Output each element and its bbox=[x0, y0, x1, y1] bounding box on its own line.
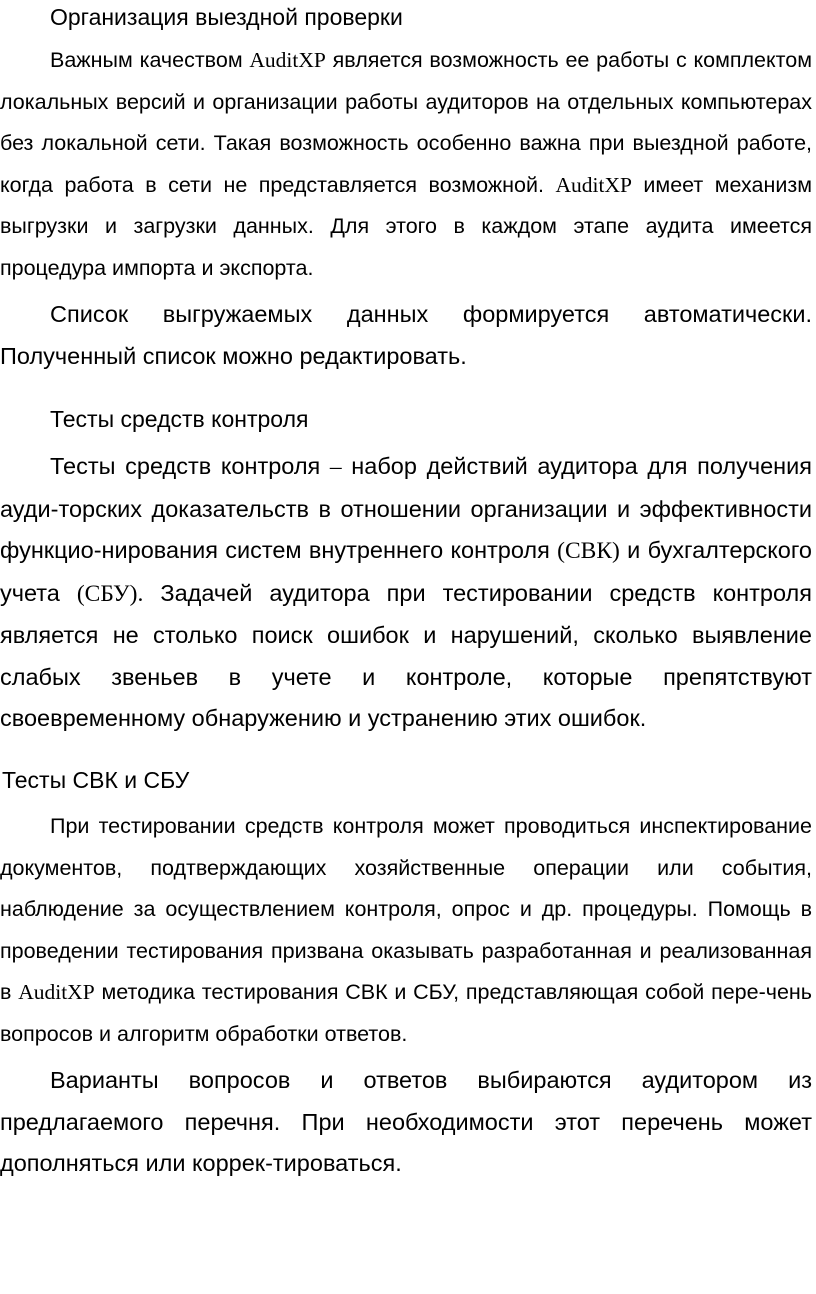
product-name: AuditXP bbox=[555, 172, 632, 197]
product-name: AuditXP bbox=[249, 48, 326, 72]
paragraph-control-tests: Тесты средств контроля – набор действий аудитора для получения ауди-торских доказательств в отношении организации и эффективности функцио-нирования систем внутреннего контроля (СВК) и бухгалтерского учета (СБУ). Задачей аудитора при тестировании средств контроля является не столько поиск ошибок и нарушений, сколько выявление слабых звеньев в учете и контроле, которые препятствуют своевременному обнаружению и устранению этих ошибок. bbox=[0, 453, 812, 731]
paragraph-svk-sbu-testing: При тестировании средств контроля может проводиться инспектирование документов, подтверждающих хозяйственные операции или события, наблюдение за осуществлением контроля, опрос и др. процедуры. Помощь в проведении тестирования призвана оказывать разработанная и реализованная в AuditXP методика тестирования СВК и СБУ, представляющая собой пере-чень вопросов и алгоритм обработки ответов. bbox=[0, 814, 812, 1046]
paragraph-export-list: Список выгружаемых данных формируется автоматически. Полученный список можно редактировать. bbox=[0, 301, 812, 369]
section-heading-svk-sbu: Тесты СВК и СБУ bbox=[2, 767, 190, 793]
abbreviation: (СБУ). bbox=[76, 580, 144, 607]
product-name: AuditXP bbox=[18, 980, 95, 1004]
section-heading-control-tests: Тесты средств контроля bbox=[50, 406, 309, 432]
abbreviation: (СВК) bbox=[557, 538, 620, 564]
paragraph-question-variants: Варианты вопросов и ответов выбираются аудитором из предлагаемого перечня. При необходимости этот перечень может дополняться или коррек-тироваться. bbox=[0, 1067, 812, 1176]
section-heading-field-audit: Организация выездной проверки bbox=[50, 4, 403, 30]
paragraph-field-audit: Важным качеством AuditXP является возможность ее работы с комплектом локальных версий и организации работы аудиторов на отдельных компьютерах без локальной сети. Такая возможность особенно важна при выездной работе, когда работа в сети не представляется возможной. AuditXP имеет механизм выгрузки и загрузки данных. Для этого в каждом этапе аудита имеется процедура импорта и экспорта. bbox=[0, 48, 812, 280]
